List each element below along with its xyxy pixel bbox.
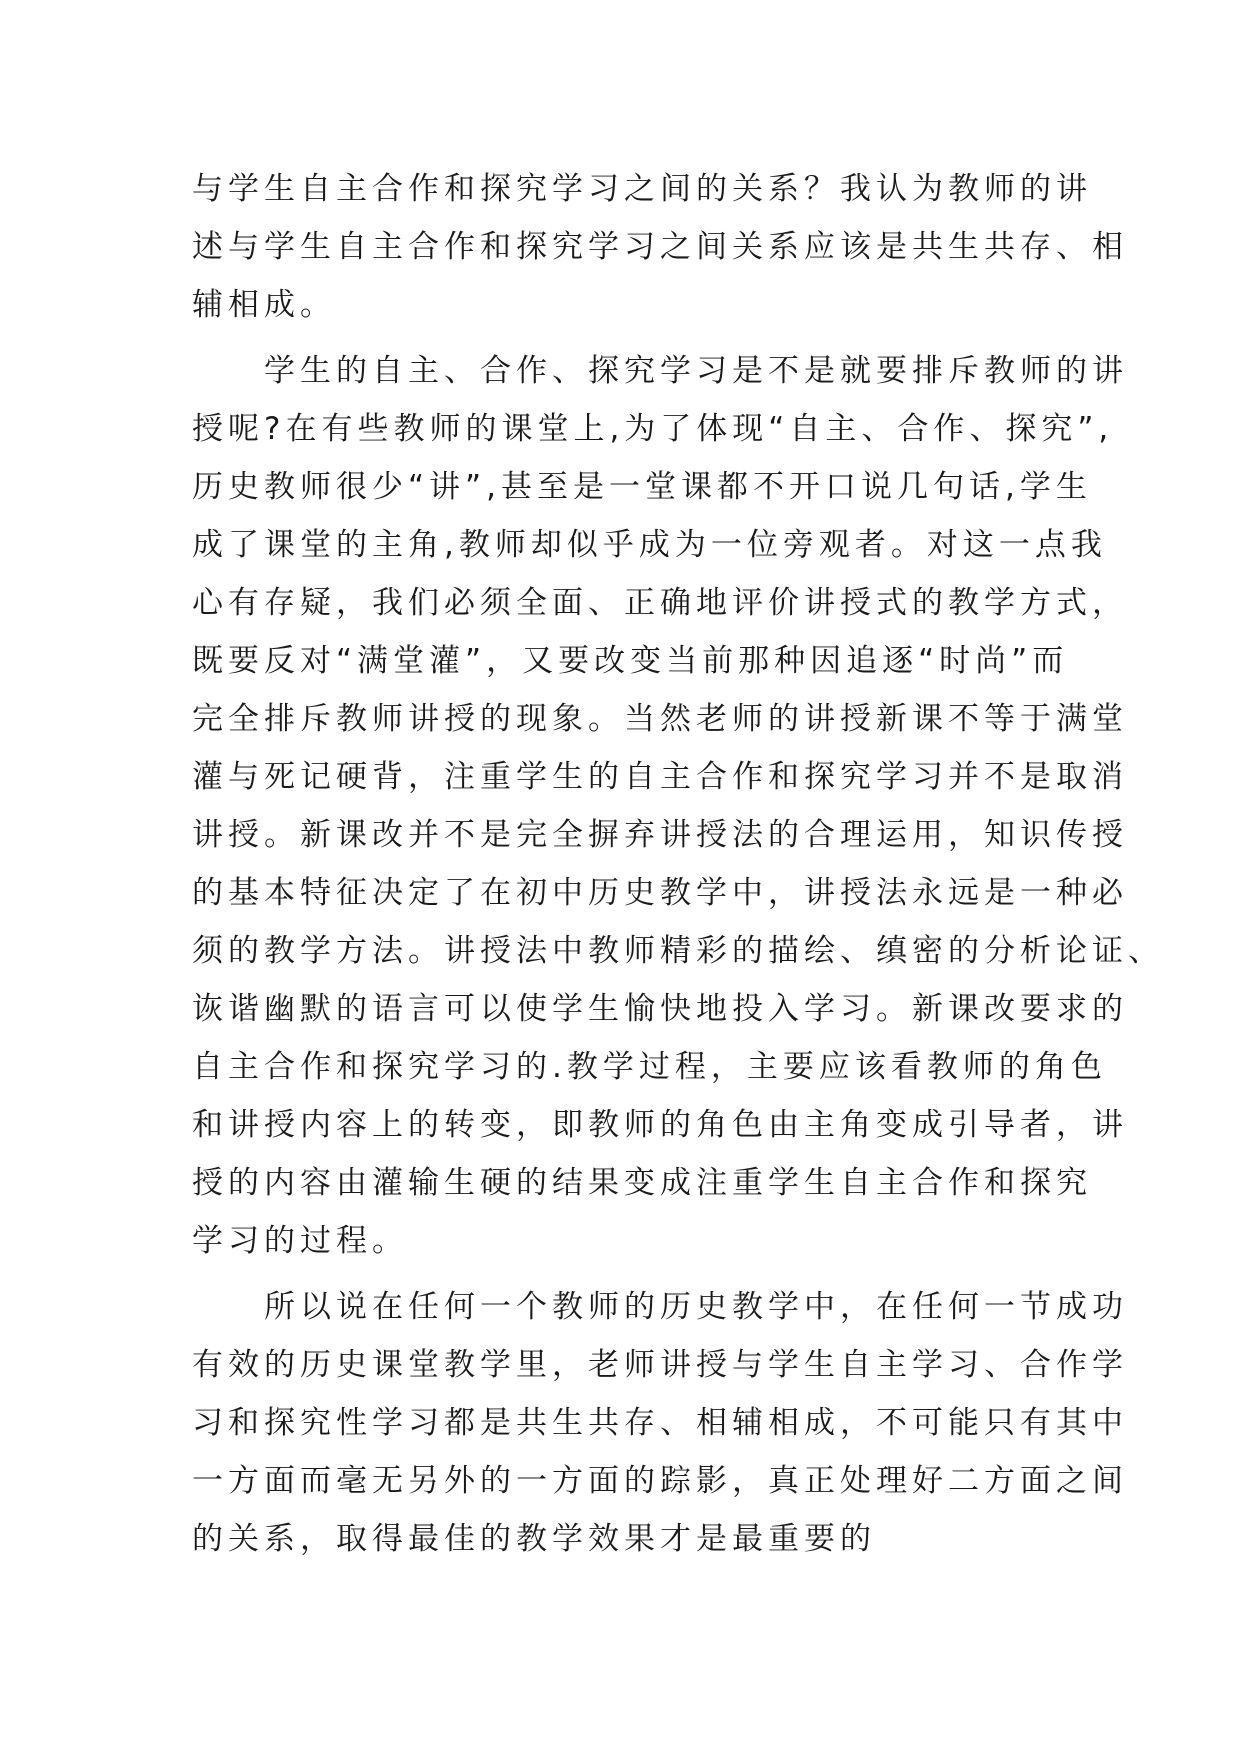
text-line: 学习的过程。 — [192, 1223, 408, 1259]
text-line: 一方面而毫无另外的一方面的踪影，真正处理好二方面之间 — [192, 1463, 1128, 1499]
text-line: 历史教师很少“讲”,甚至是一堂课都不开口说几句话,学生 — [192, 469, 1092, 505]
text-line: 心有存疑，我们必须全面、正确地评价讲授式的教学方式， — [192, 585, 1128, 621]
paragraph-1 — [192, 160, 1128, 334]
text-line: 须的教学方法。讲授法中教师精彩的描绘、缜密的分析论证、 — [192, 933, 1164, 969]
body-text — [192, 160, 1164, 1568]
text-line: 辅相成。 — [192, 287, 336, 323]
text-line: 讲授。新课改并不是完全摒弃讲授法的合理运用，知识传授 — [192, 817, 1128, 853]
text-line: 和讲授内容上的转变，即教师的角色由主角变成引导者，讲 — [192, 1107, 1128, 1143]
text-line: 诙谐幽默的语言可以使学生愉快地投入学习。新课改要求的 — [192, 991, 1128, 1027]
paragraph-3 — [192, 1278, 1128, 1568]
text-line: 自主合作和探究学习的.教学过程，主要应该看教师的角色 — [192, 1049, 1107, 1085]
text-line: 习和探究性学习都是共生共存、相辅相成，不可能只有其中 — [192, 1405, 1128, 1441]
paragraph-spacer — [192, 334, 1062, 342]
text-line: 既要反对“满堂灌”，又要改变当前那种因追逐“时尚”而 — [192, 643, 1069, 679]
text-line: 学生的自主、合作、探究学习是不是就要排斥教师的讲 — [192, 353, 1128, 389]
text-line: 有效的历史课堂教学里，老师讲授与学生自主学习、合作学 — [192, 1347, 1128, 1383]
paragraph-spacer — [192, 1270, 1062, 1278]
text-line: 的基本特征决定了在初中历史教学中，讲授法永远是一种必 — [192, 875, 1128, 911]
paragraph-2 — [192, 342, 1164, 1270]
text-line: 授呢?在有些教师的课堂上,为了体现“自主、合作、探究”, — [192, 411, 1114, 447]
text-line: 完全排斥教师讲授的现象。当然老师的讲授新课不等于满堂 — [192, 701, 1128, 737]
text-line: 述与学生自主合作和探究学习之间关系应该是共生共存、相 — [192, 229, 1128, 265]
text-line: 成了课堂的主角,教师却似乎成为一位旁观者。对这一点我 — [192, 527, 1107, 563]
text-line: 的关系，取得最佳的教学效果才是最重要的 — [192, 1521, 876, 1557]
text-line: 灌与死记硬背，注重学生的自主合作和探究学习并不是取消 — [192, 759, 1128, 795]
text-line: 所以说在任何一个教师的历史教学中，在任何一节成功 — [192, 1289, 1128, 1325]
text-line: 授的内容由灌输生硬的结果变成注重学生自主合作和探究 — [192, 1165, 1092, 1201]
text-line: 与学生自主合作和探究学习之间的关系？我认为教师的讲 — [192, 171, 1092, 207]
